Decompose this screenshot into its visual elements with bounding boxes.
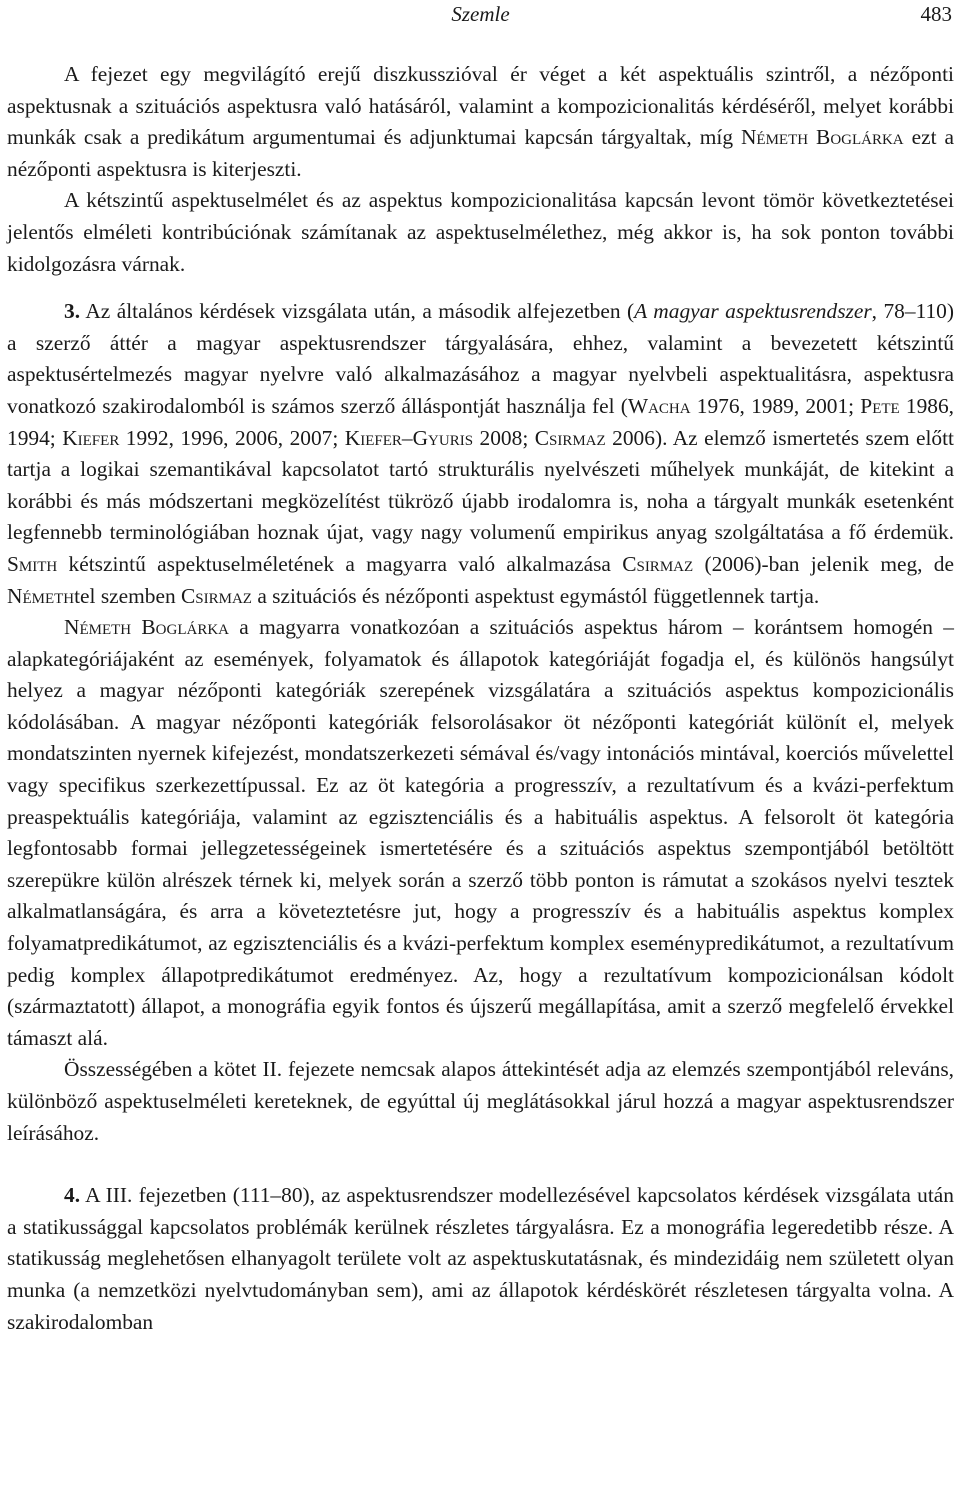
paragraph-4 (7, 612, 954, 1054)
paragraph-3-text-f: 2008; (473, 425, 535, 450)
author-name: Németh Boglárka (740, 125, 904, 150)
page-number: 483 (920, 2, 952, 26)
paragraph-3-text-i: (2006)-ban jelenik meg, de (693, 551, 954, 576)
page-header (7, 0, 954, 34)
citation-wacha: Wacha (627, 393, 691, 418)
paragraph-3-text-e: 1992, 1996, 2006, 2007; (119, 425, 345, 450)
article-body (7, 59, 954, 1338)
paragraph-3-text-d: 1986, 1994; (7, 393, 954, 450)
citation-nemeth: Németh (7, 583, 75, 608)
paragraph-1 (7, 59, 954, 185)
paragraph-6-text: A III. fejezetben (111–80), az aspektusrendszer modellezésével kapcsolatos kérdések vizsgálata után a statikussággal kapcsolatos problémák kerülnek részletes tárgyalásra. Ez a monográfia legeredetibb része. A statikusság meglehetősen elhanyagolt területe volt az aspektuskutatásnak, és mindezidáig nem született olyan munka (a nemzetközi nyelvtudományban sem), ami az állapotok kérdéskörét részletesen tárgyalta volna. A szakirodalomban (7, 1183, 954, 1334)
citation-smith: Smith (7, 551, 58, 576)
citation-pete: Pete (860, 393, 900, 418)
paragraph-2: A kétszintű aspektuselmélet és az aspektus kompozicionalitása kapcsán levont tömör következtetései jelentős elméleti kontribúciónak számítanak az aspektuselmélethez, még akkor is, ha sok ponton további kidolgozásra várnak. (7, 188, 954, 276)
paragraph-3-text-c: 1976, 1989, 2001; (690, 393, 861, 418)
running-title: Szemle (451, 2, 510, 26)
paragraph-3-text-k: a szituációs és nézőponti aspektust egymástól függetlennek tartja. (251, 583, 820, 608)
section-title-italic: A magyar aspektusrendszer (634, 299, 872, 324)
citation-csirmaz-2: Csirmaz (622, 551, 694, 576)
section-number-3: 3. (64, 299, 81, 324)
paragraph-5: Összességében a kötet II. fejezete nemcsak alapos áttekintését adja az elemzés szempontjából releváns, különböző aspektuselméleti kereteknek, de egyúttal új meglátásokkal járul hozzá a magyar aspektusrendszer leírásához. (7, 1057, 954, 1145)
paragraph-3 (7, 296, 954, 612)
citation-kiefer: Kiefer (62, 425, 120, 450)
paragraph-3-text-g: 2006). Az elemző ismertetés szem előtt tartja a logikai szemantikával kapcsolatot tartó strukturális nyelvészeti műhelyek munkáját, de kitekint a korábbi és más módszertani megközelítést tükröző újabb irodalomra is, noha a tárgyalt munkák esetenként legfennebb terminológiában hoznak újat, vagy nagy volumenű empirikus anyag szolgáltatása a fő érdemük. (7, 425, 954, 545)
paragraph-6 (7, 1180, 954, 1338)
paragraph-1-text-a: A fejezet egy megvilágító erejű diszkusszióval ér véget a két aspektuális szintről, a nézőponti aspektusnak a szituációs aspektusra való hatásáról, valamint a kompozicionalitás kérdéséről, melyet korábbi munkák csak a predikátum argumentumai és adjunktumai kapcsán tárgyaltak, míg (7, 62, 954, 150)
paragraph-3-text-b: , 78–110) a szerző áttér a magyar aspektusrendszer tárgyalására, ehhez, valamint a bevezetett kétszintű aspektusértelmezés magyar nyelvre való alkalmazásához a magyar nyelvbeli aspektualitásra, aspektusra vonatkozó szakirodalomból is számos szerző álláspontját használja fel ( (7, 299, 954, 418)
citation-kiefer-gyuris: Kiefer–Gyuris (344, 425, 474, 450)
paragraph-3-text-a: Az általános kérdések vizsgálata után, a második alfejezetben ( (80, 299, 635, 324)
citation-csirmaz-3: Csirmaz (181, 583, 252, 608)
author-name-2: Németh Boglárka (64, 615, 229, 640)
paragraph-1-text-b: ezt a nézőponti aspektusra is kiterjeszti. (7, 125, 954, 181)
paragraph-3-text-j: tel szemben (74, 583, 182, 608)
paragraph-4-text: a magyarra vonatkozóan a szituációs aspektus három – korántsem homogén – alapkategóriájaként az események, folyamatok és állapotok kategóriáját fogadja el, és különös hangsúlyt helyez a magyar nézőponti kategóriák szerepének vizsgálatára a szituációs aspektus kompozicionális kódolásában. A magyar nézőponti kategóriák felsorolásakor öt nézőponti kategóriát különít el, melyek mondatszinten nyernek kifejezést, mondatszerkezeti sémával és/vagy intonációs mintával, koerciós művelettel vagy specifikus szerkezettípussal. Ez az öt kategória a progresszív, a rezultatívum és a kvázi-perfektum preaspektuális kategóriája, valamint az egzisztenciális és a habituális aspektus. A felsorolt öt kategória legfontosabb formai jellegzetességeinek ismertetésére és a szituációs aspektus szempontjából betöltött szerepükre külön alrészek térnek ki, melyek során a szerző több ponton is rámutat a szokásos nyelvi tesztek alkalmatlanságára, és arra a követeztetésre jut, hogy a progresszív és a habituális aspektus komplex folyamatpredikátumot, az egzisztenciális és a kvázi-perfektum komplex eseménypredikátumot, a rezultatívum pedig komplex állapotpredikátumot eredményez. Az, hogy a rezultatívum kompozicionálsan kódolt (származtatott) állapot, a monográfia egyik fontos és újszerű megállapítása, amit a szerző megfelelő érvekkel támaszt alá. (7, 615, 954, 1050)
paragraph-3-text-h: kétszintű aspektuselméletének a magyarra való alkalmazása (57, 551, 623, 576)
section-number-4: 4. (64, 1183, 81, 1208)
citation-csirmaz: Csirmaz (534, 425, 606, 450)
